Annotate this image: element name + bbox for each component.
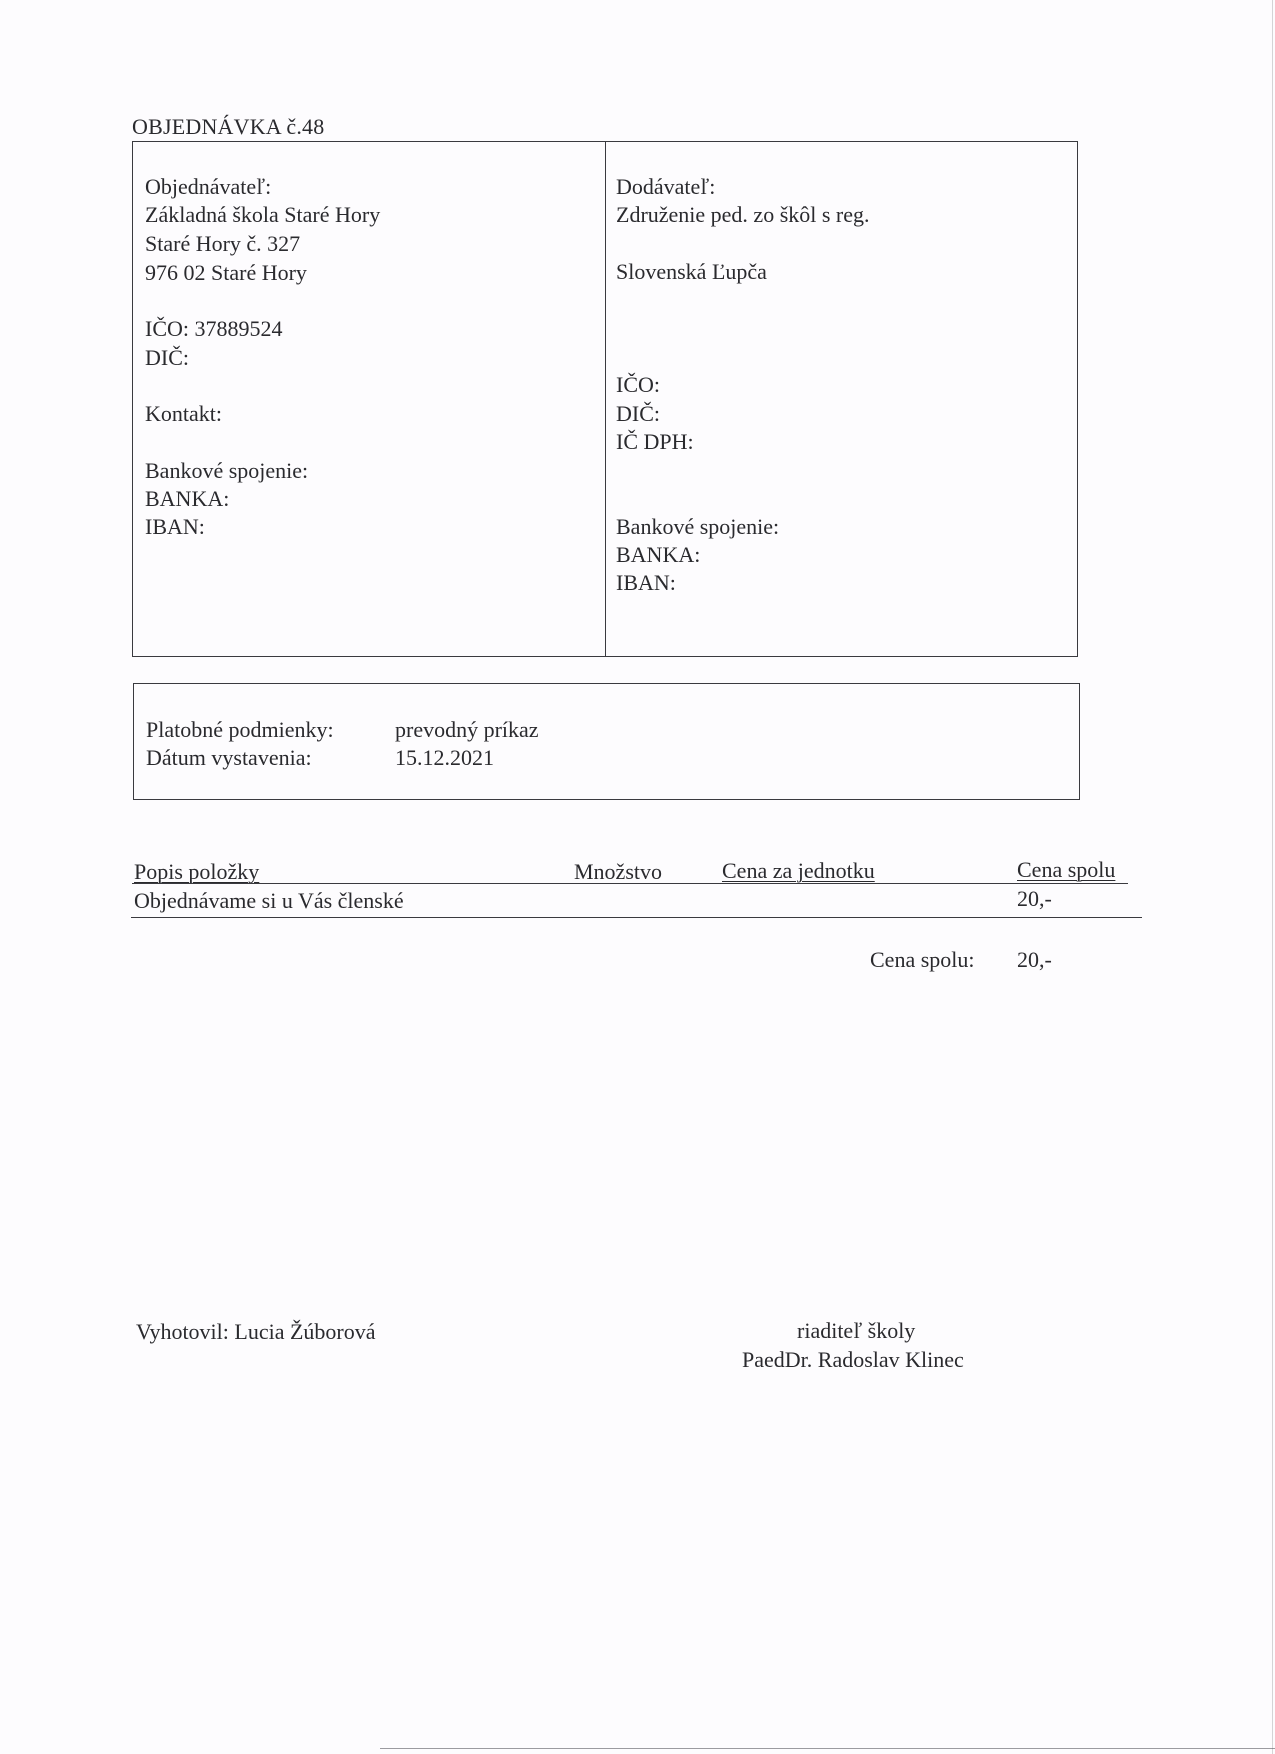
header-total: Cena spolu	[1017, 857, 1116, 882]
supplier-bank-heading: Bankové spojenie:	[616, 514, 780, 539]
header-quantity: Množstvo	[574, 859, 662, 884]
parties-divider	[605, 142, 606, 656]
scan-edge-bottom	[380, 1748, 1275, 1749]
issue-date-label: Dátum vystavenia:	[146, 745, 312, 770]
document-title: OBJEDNÁVKA č.48	[132, 114, 325, 139]
summary-total-value: 20,-	[1017, 947, 1052, 972]
buyer-street: Staré Hory č. 327	[145, 231, 301, 256]
issue-date-value: 15.12.2021	[395, 745, 494, 770]
buyer-dic: DIČ:	[145, 345, 189, 370]
header-unit-price: Cena za jednotku	[722, 858, 875, 883]
summary-total-label: Cena spolu:	[870, 947, 975, 972]
supplier-ic-dph: IČ DPH:	[616, 429, 694, 454]
parties-box	[132, 141, 1078, 657]
buyer-heading: Objednávateľ:	[145, 174, 272, 199]
supplier-name: Združenie ped. zo škôl s reg.	[616, 202, 870, 227]
buyer-city: 976 02 Staré Hory	[145, 260, 307, 285]
supplier-ico: IČO:	[616, 372, 660, 397]
supplier-heading: Dodávateľ:	[616, 174, 716, 199]
payment-terms-value: prevodný príkaz	[395, 717, 539, 742]
supplier-dic: DIČ:	[616, 401, 660, 426]
buyer-contact: Kontakt:	[145, 401, 222, 426]
buyer-bank-heading: Bankové spojenie:	[145, 458, 309, 483]
prepared-by: Vyhotovil: Lucia Žúborová	[136, 1319, 376, 1344]
row-total: 20,-	[1017, 886, 1052, 911]
terms-box	[133, 683, 1080, 800]
scan-edge-right	[1272, 0, 1273, 1754]
supplier-iban: IBAN:	[616, 570, 676, 595]
buyer-name: Základná škola Staré Hory	[145, 202, 381, 227]
buyer-ico: IČO: 37889524	[145, 316, 283, 341]
director-name: PaedDr. Radoslav Klinec	[742, 1347, 964, 1372]
buyer-bank: BANKA:	[145, 486, 230, 511]
buyer-iban: IBAN:	[145, 514, 205, 539]
supplier-city: Slovenská Ľupča	[616, 259, 767, 284]
payment-terms-label: Platobné podmienky:	[146, 717, 334, 742]
table-header-rule	[132, 883, 1128, 884]
director-title: riaditeľ školy	[797, 1318, 916, 1343]
row-description: Objednávame si u Vás členské	[134, 888, 404, 913]
table-bottom-rule	[131, 917, 1142, 918]
header-description: Popis položky	[134, 859, 260, 884]
supplier-bank: BANKA:	[616, 542, 701, 567]
